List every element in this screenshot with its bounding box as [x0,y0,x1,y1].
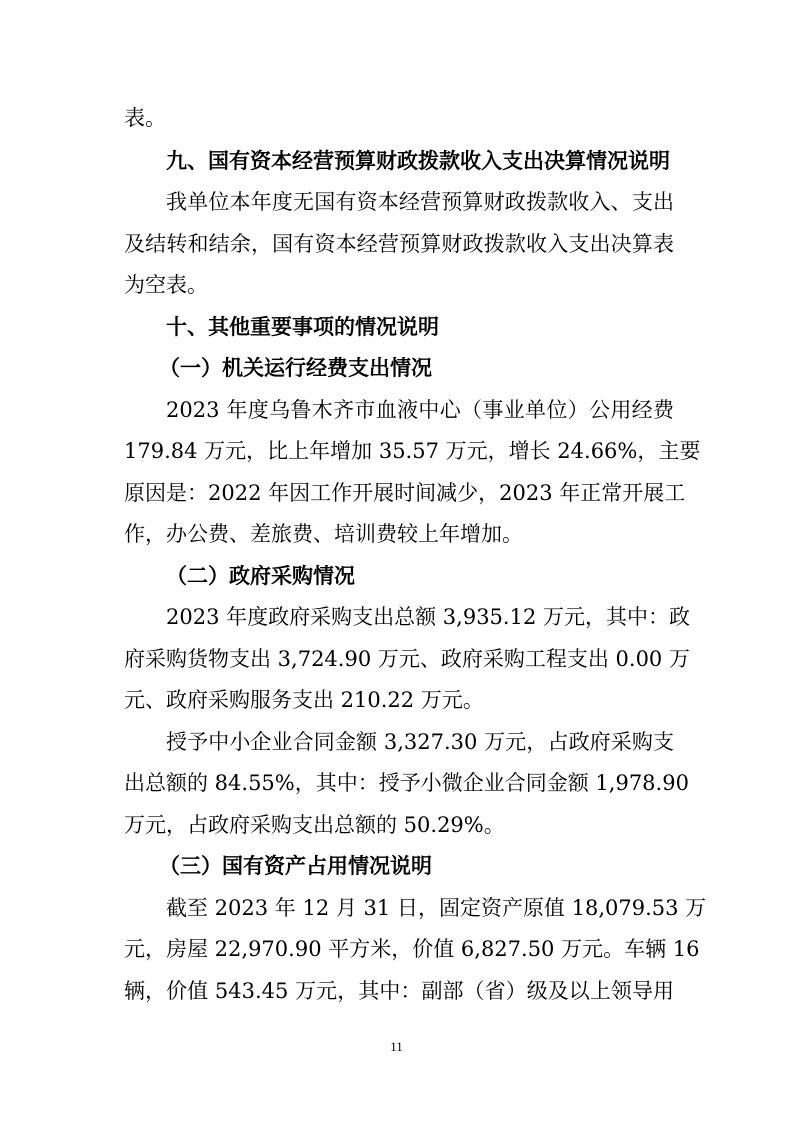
paragraph-line: 表。 [124,106,166,130]
paragraph-line: 授予中小企业合同金额 3,327.30 万元，占政府采购支 [166,730,674,754]
paragraph-line: 辆，价值 543.45 万元，其中：副部（省）级及以上领导用 [124,979,674,1003]
paragraph-line: 截至 2023 年 12 月 31 日，固定资产原值 18,079.53 万 [166,896,707,920]
paragraph-line: 元、政府采购服务支出 210.22 万元。 [124,688,484,712]
subsection-heading-1: （一）机关运行经费支出情况 [159,356,432,380]
paragraph-line: 为空表。 [124,273,208,297]
section-heading-9: 九、国有资本经营预算财政拨款收入支出决算情况说明 [166,149,670,173]
section-heading-10: 十、其他重要事项的情况说明 [166,315,439,339]
paragraph-line: 2023 年度政府采购支出总额 3,935.12 万元，其中：政 [166,605,690,629]
paragraph-line: 原因是：2022 年因工作开展时间减少，2023 年正常开展工 [124,481,686,505]
paragraph-line: 元，房屋 22,970.90 平方米，价值 6,827.50 万元。车辆 16 [124,937,700,961]
subsection-heading-3: （三）国有资产占用情况说明 [159,854,432,878]
paragraph-line: 179.84 万元，比上年增加 35.57 万元，增长 24.66%，主要 [124,439,701,463]
page-number: 11 [390,1039,403,1054]
paragraph-line: 万元，占政府采购支出总额的 50.29%。 [124,813,505,837]
paragraph-line: 府采购货物支出 3,724.90 万元、政府采购工程支出 0.00 万 [124,647,690,671]
subsection-heading-2: （二）政府采购情况 [166,564,355,588]
paragraph-line: 出总额的 84.55%，其中：授予小微企业合同金额 1,978.90 [124,771,689,795]
paragraph-line: 我单位本年度无国有资本经营预算财政拨款收入、支出 [166,190,674,214]
paragraph-line: 作，办公费、差旅费、培训费较上年增加。 [124,522,523,546]
paragraph-line: 2023 年度乌鲁木齐市血液中心（事业单位）公用经费 [166,398,674,422]
paragraph-line: 及结转和结余，国有资本经营预算财政拨款收入支出决算表 [124,232,674,256]
